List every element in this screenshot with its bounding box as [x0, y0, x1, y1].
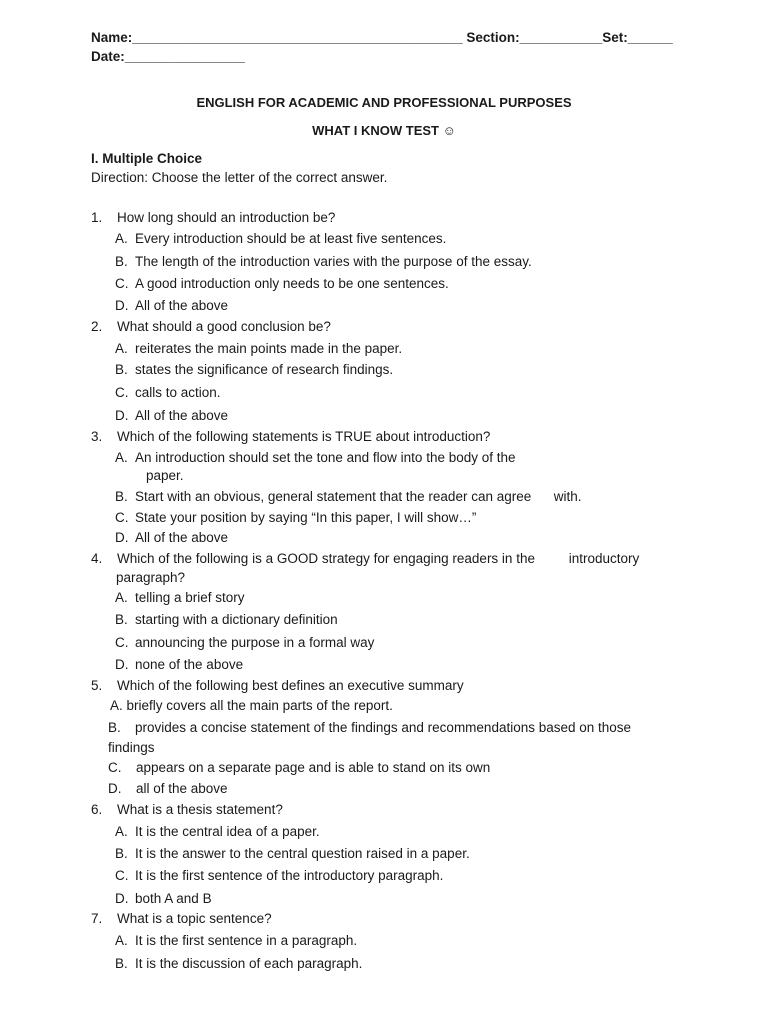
option-letter: A.: [110, 698, 123, 713]
document-title: ENGLISH FOR ACADEMIC AND PROFESSIONAL PURPOSES: [196, 95, 572, 110]
question-text: Which of the following best defines an executive summary: [117, 678, 464, 693]
option-letter: A.: [115, 231, 128, 246]
option-letter: B.: [115, 489, 128, 504]
option-text: It is the first sentence of the introductory paragraph.: [135, 868, 444, 883]
part-heading: I. Multiple Choice: [91, 151, 203, 166]
option-2b[interactable]: [115, 362, 393, 378]
option-text: starting with a dictionary definition: [135, 612, 338, 627]
option-4d[interactable]: [115, 657, 243, 673]
name-blank[interactable]: ____________________________________________: [132, 30, 463, 45]
question-4-continued: paragraph?: [116, 570, 186, 585]
option-letter: C.: [115, 276, 129, 291]
set-label: Set:: [602, 30, 628, 45]
option-text: The length of the introduction varies with the purpose of the essay.: [135, 254, 532, 269]
question-7: [91, 911, 272, 927]
option-6b[interactable]: [115, 846, 470, 862]
set-blank[interactable]: ______: [627, 30, 673, 45]
option-text: Every introduction should be at least five sentences.: [135, 231, 447, 246]
option-text: A good introduction only needs to be one sentences.: [135, 276, 449, 291]
option-letter: A.: [115, 341, 128, 356]
option-letter: C.: [108, 760, 122, 775]
option-text: announcing the purpose in a formal way: [135, 635, 375, 650]
question-3: [91, 429, 490, 445]
question-text: Which of the following statements is TRUE about introduction?: [117, 429, 491, 444]
option-text: none of the above: [135, 657, 244, 672]
question-1: [91, 210, 335, 226]
option-letter: D.: [115, 298, 129, 313]
question-2: [91, 319, 331, 335]
option-1c[interactable]: [115, 276, 449, 292]
question-text: What is a thesis statement?: [117, 802, 283, 817]
question-5: [91, 678, 464, 694]
date-label: Date:: [91, 49, 125, 64]
option-1d[interactable]: [115, 298, 228, 314]
option-4c[interactable]: [115, 635, 374, 651]
option-3a-continued: paper.: [146, 468, 184, 483]
option-6d[interactable]: [115, 891, 212, 907]
option-text: appears on a separate page and is able to stand on its own: [136, 760, 491, 775]
option-text: Start with an obvious, general statement that the reader can agree with.: [135, 489, 582, 504]
option-6c[interactable]: [115, 868, 443, 884]
question-6: [91, 802, 283, 818]
option-text: It is the first sentence in a paragraph.: [135, 933, 358, 948]
option-text: It is the discussion of each paragraph.: [135, 956, 363, 971]
option-text: provides a concise statement of the findings and recommendations based on those: [135, 720, 632, 735]
option-2a[interactable]: [115, 341, 402, 357]
option-text: calls to action.: [135, 385, 221, 400]
option-letter: D.: [115, 408, 129, 423]
question-number: 4.: [91, 551, 103, 566]
option-2c[interactable]: [115, 385, 221, 401]
option-4b[interactable]: [115, 612, 338, 628]
option-text: State your position by saying “In this paper, I will show…”: [135, 510, 477, 525]
part-direction: Direction: Choose the letter of the correct answer.: [91, 170, 388, 185]
option-text: states the significance of research findings.: [135, 362, 394, 377]
option-text: All of the above: [135, 530, 229, 545]
section-blank[interactable]: ___________: [519, 30, 603, 45]
option-2d[interactable]: [115, 408, 228, 424]
question-text: What should a good conclusion be?: [117, 319, 331, 334]
question-number: 1.: [91, 210, 103, 225]
option-3a[interactable]: [115, 450, 516, 466]
option-4a[interactable]: [115, 590, 245, 606]
option-3b[interactable]: [115, 489, 582, 505]
option-text: reiterates the main points made in the paper.: [135, 341, 403, 356]
option-letter: A.: [115, 450, 128, 465]
option-1a[interactable]: [115, 231, 446, 247]
document-subtitle: WHAT I KNOW TEST ☺: [312, 123, 456, 138]
option-letter: B.: [115, 956, 128, 971]
option-text: All of the above: [135, 408, 229, 423]
option-5d[interactable]: [108, 781, 228, 797]
option-5b[interactable]: [108, 720, 631, 736]
question-number: 6.: [91, 802, 103, 817]
question-number: 3.: [91, 429, 103, 444]
option-letter: B.: [108, 720, 121, 735]
question-text: Which of the following is a GOOD strategy for engaging readers in the introductory: [117, 551, 640, 566]
option-letter: C.: [115, 385, 129, 400]
option-letter: A.: [115, 824, 128, 839]
option-1b[interactable]: [115, 254, 532, 270]
option-7a[interactable]: [115, 933, 357, 949]
option-7b[interactable]: [115, 956, 362, 972]
option-letter: B.: [115, 846, 128, 861]
option-text: telling a brief story: [135, 590, 245, 605]
section-label: Section:: [466, 30, 520, 45]
option-3c[interactable]: [115, 510, 476, 526]
option-letter: D.: [115, 657, 129, 672]
option-letter: B.: [115, 612, 128, 627]
option-letter: C.: [115, 635, 129, 650]
option-letter: C.: [115, 510, 129, 525]
option-letter: B.: [115, 362, 128, 377]
option-letter: D.: [108, 781, 122, 796]
option-letter: A.: [115, 933, 128, 948]
option-5a[interactable]: [110, 698, 393, 714]
option-letter: D.: [115, 530, 129, 545]
option-letter: D.: [115, 891, 129, 906]
option-text: An introduction should set the tone and flow into the body of the: [135, 450, 516, 465]
option-text: all of the above: [136, 781, 228, 796]
question-text: What is a topic sentence?: [117, 911, 272, 926]
option-5b-continued: findings: [108, 740, 155, 755]
option-6a[interactable]: [115, 824, 320, 840]
option-text: briefly covers all the main parts of the report.: [126, 698, 393, 713]
option-text: All of the above: [135, 298, 229, 313]
question-number: 5.: [91, 678, 103, 693]
question-text: How long should an introduction be?: [117, 210, 336, 225]
date-blank[interactable]: ________________: [124, 49, 245, 64]
header-row-2: [91, 49, 245, 64]
header-row-1: [91, 30, 673, 45]
name-label: Name:: [91, 30, 133, 45]
option-5c[interactable]: [108, 760, 490, 776]
option-text: It is the central idea of a paper.: [135, 824, 320, 839]
option-letter: B.: [115, 254, 128, 269]
option-3d[interactable]: [115, 530, 228, 546]
option-letter: C.: [115, 868, 129, 883]
option-letter: A.: [115, 590, 128, 605]
question-number: 2.: [91, 319, 103, 334]
option-text: It is the answer to the central question raised in a paper.: [135, 846, 470, 861]
question-4: [91, 551, 639, 567]
question-number: 7.: [91, 911, 103, 926]
option-text: both A and B: [135, 891, 212, 906]
